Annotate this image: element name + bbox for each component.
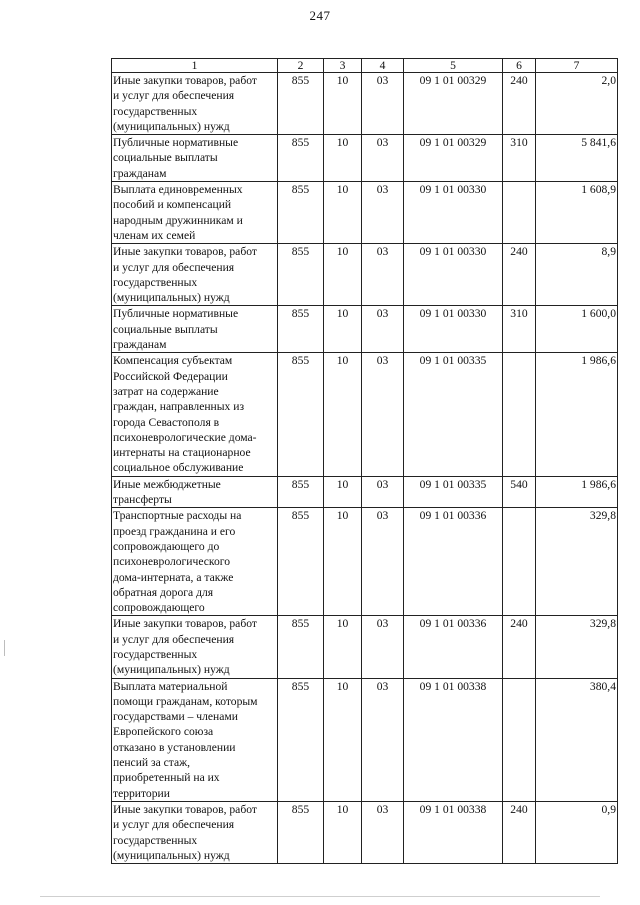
cell-col-5: 09 1 01 00330 bbox=[404, 244, 503, 306]
cell-col-6: 240 bbox=[503, 73, 536, 135]
cell-col-3: 10 bbox=[324, 678, 362, 801]
budget-table bbox=[111, 58, 618, 864]
table-row bbox=[112, 678, 618, 801]
table-row bbox=[112, 135, 618, 182]
cell-description: Иные закупки товаров, работ и услуг для обеспечения государственных (муниципальных) нужд bbox=[112, 616, 278, 678]
cell-col-3: 10 bbox=[324, 508, 362, 616]
header-col-3: 3 bbox=[324, 59, 362, 73]
cell-col-2: 855 bbox=[278, 476, 324, 508]
cell-col-4: 03 bbox=[362, 678, 404, 801]
cell-col-4: 03 bbox=[362, 135, 404, 182]
header-col-2: 2 bbox=[278, 59, 324, 73]
cell-description: Иные закупки товаров, работ и услуг для обеспечения государственных (муниципальных) нужд bbox=[112, 73, 278, 135]
cell-description: Иные закупки товаров, работ и услуг для обеспечения государственных (муниципальных) нужд bbox=[112, 801, 278, 863]
cell-col-3: 10 bbox=[324, 182, 362, 244]
cell-col-3: 10 bbox=[324, 801, 362, 863]
table-row bbox=[112, 616, 618, 678]
page-bottom-rule bbox=[40, 896, 600, 897]
cell-col-3: 10 bbox=[324, 353, 362, 476]
cell-col-6 bbox=[503, 508, 536, 616]
table-body bbox=[112, 73, 618, 864]
page-number: 247 bbox=[309, 8, 331, 23]
cell-col-7: 5 841,6 bbox=[536, 135, 618, 182]
cell-col-7: 1 608,9 bbox=[536, 182, 618, 244]
cell-col-4: 03 bbox=[362, 616, 404, 678]
table-row bbox=[112, 182, 618, 244]
cell-col-6: 310 bbox=[503, 306, 536, 353]
cell-col-4: 03 bbox=[362, 801, 404, 863]
table-row bbox=[112, 801, 618, 863]
table-row bbox=[112, 244, 618, 306]
cell-col-2: 855 bbox=[278, 801, 324, 863]
cell-col-6: 240 bbox=[503, 616, 536, 678]
cell-col-5: 09 1 01 00335 bbox=[404, 476, 503, 508]
cell-col-6: 540 bbox=[503, 476, 536, 508]
header-col-5: 5 bbox=[404, 59, 503, 73]
cell-description: Выплата единовременных пособий и компенсаций народным дружинникам и членам их семей bbox=[112, 182, 278, 244]
cell-col-7: 1 986,6 bbox=[536, 476, 618, 508]
cell-col-3: 10 bbox=[324, 476, 362, 508]
cell-col-6: 240 bbox=[503, 801, 536, 863]
cell-col-3: 10 bbox=[324, 306, 362, 353]
cell-col-5: 09 1 01 00338 bbox=[404, 678, 503, 801]
cell-col-6 bbox=[503, 678, 536, 801]
cell-col-5: 09 1 01 00336 bbox=[404, 616, 503, 678]
cell-col-2: 855 bbox=[278, 244, 324, 306]
cell-description: Публичные нормативные социальные выплаты гражданам bbox=[112, 306, 278, 353]
cell-description: Публичные нормативные социальные выплаты гражданам bbox=[112, 135, 278, 182]
cell-col-6 bbox=[503, 353, 536, 476]
cell-col-4: 03 bbox=[362, 244, 404, 306]
cell-col-7: 0,9 bbox=[536, 801, 618, 863]
table-row bbox=[112, 353, 618, 476]
cell-col-5: 09 1 01 00330 bbox=[404, 182, 503, 244]
cell-col-3: 10 bbox=[324, 616, 362, 678]
cell-col-2: 855 bbox=[278, 678, 324, 801]
cell-col-2: 855 bbox=[278, 135, 324, 182]
cell-col-7: 1 986,6 bbox=[536, 353, 618, 476]
cell-col-6: 240 bbox=[503, 244, 536, 306]
cell-col-2: 855 bbox=[278, 508, 324, 616]
cell-description: Иные межбюджетные трансферты bbox=[112, 476, 278, 508]
cell-col-2: 855 bbox=[278, 616, 324, 678]
cell-col-4: 03 bbox=[362, 508, 404, 616]
cell-col-4: 03 bbox=[362, 353, 404, 476]
cell-col-6 bbox=[503, 182, 536, 244]
cell-col-2: 855 bbox=[278, 353, 324, 476]
cell-description: Транспортные расходы на проезд гражданина и его сопровождающего до психоневрологического дома-интерната, а также обратная дорога для сопровождающего bbox=[112, 508, 278, 616]
cell-col-4: 03 bbox=[362, 306, 404, 353]
table-header bbox=[112, 59, 618, 73]
cell-col-3: 10 bbox=[324, 244, 362, 306]
header-row bbox=[112, 59, 618, 73]
cell-description: Выплата материальной помощи гражданам, которым государствами – членами Европейского союза отказано в установлении пенсий за стаж, приобретенный на их территории bbox=[112, 678, 278, 801]
cell-col-7: 2,0 bbox=[536, 73, 618, 135]
cell-col-3: 10 bbox=[324, 135, 362, 182]
table-row bbox=[112, 306, 618, 353]
cell-col-6: 310 bbox=[503, 135, 536, 182]
cell-description: Компенсация субъектам Российской Федерации затрат на содержание граждан, направленных из города Севастополя в психоневрологические дома- интернаты на стационарное социальное обслуживание bbox=[112, 353, 278, 476]
table-row bbox=[112, 508, 618, 616]
cell-col-7: 329,8 bbox=[536, 616, 618, 678]
cell-col-7: 8,9 bbox=[536, 244, 618, 306]
header-col-4: 4 bbox=[362, 59, 404, 73]
cell-col-2: 855 bbox=[278, 182, 324, 244]
cell-col-2: 855 bbox=[278, 73, 324, 135]
cell-col-7: 1 600,0 bbox=[536, 306, 618, 353]
cell-col-5: 09 1 01 00330 bbox=[404, 306, 503, 353]
cell-col-3: 10 bbox=[324, 73, 362, 135]
scan-edge-mark bbox=[4, 640, 5, 656]
table-row bbox=[112, 476, 618, 508]
cell-description: Иные закупки товаров, работ и услуг для обеспечения государственных (муниципальных) нужд bbox=[112, 244, 278, 306]
cell-col-2: 855 bbox=[278, 306, 324, 353]
cell-col-4: 03 bbox=[362, 476, 404, 508]
header-col-1: 1 bbox=[112, 59, 278, 73]
cell-col-4: 03 bbox=[362, 73, 404, 135]
table-row bbox=[112, 73, 618, 135]
header-col-6: 6 bbox=[503, 59, 536, 73]
header-col-7: 7 bbox=[536, 59, 618, 73]
cell-col-5: 09 1 01 00336 bbox=[404, 508, 503, 616]
cell-col-5: 09 1 01 00329 bbox=[404, 73, 503, 135]
cell-col-7: 380,4 bbox=[536, 678, 618, 801]
cell-col-5: 09 1 01 00338 bbox=[404, 801, 503, 863]
cell-col-4: 03 bbox=[362, 182, 404, 244]
cell-col-5: 09 1 01 00335 bbox=[404, 353, 503, 476]
cell-col-5: 09 1 01 00329 bbox=[404, 135, 503, 182]
cell-col-7: 329,8 bbox=[536, 508, 618, 616]
